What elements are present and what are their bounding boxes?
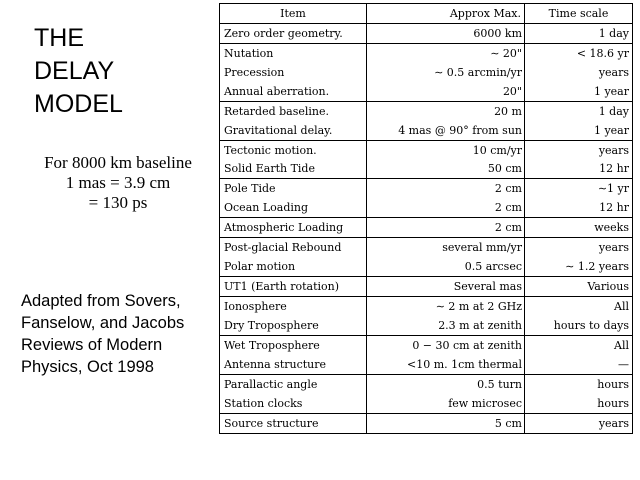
- baseline-note: [18, 153, 218, 213]
- cell-approx-max: 0.5 turn: [367, 374, 525, 393]
- reference-line: Fanselow, and Jacobs: [21, 314, 185, 332]
- baseline-line: 1 mas = 3.9 cm: [65, 173, 171, 192]
- cell-item: Dry Troposphere: [220, 316, 367, 335]
- title-line: MODEL: [34, 90, 123, 118]
- table-row: [220, 374, 633, 393]
- table-row: [220, 316, 633, 335]
- cell-approx-max: 20": [367, 82, 525, 101]
- cell-item: Ionosphere: [220, 297, 367, 316]
- cell-time-scale: —: [618, 357, 629, 371]
- cell-approx-max: ∼ 20": [367, 43, 525, 62]
- cell-item: Atmospheric Loading: [220, 218, 367, 238]
- cell-time-scale: years: [525, 413, 633, 433]
- delay-model-table: [219, 3, 633, 434]
- cell-time-scale: 1 day: [525, 101, 633, 120]
- cell-item: Solid Earth Tide: [220, 160, 367, 179]
- cell-time-scale: All: [525, 335, 633, 354]
- cell-item: Polar motion: [220, 257, 367, 276]
- cell-item: Station clocks: [220, 394, 367, 413]
- cell-item: UT1 (Earth rotation): [220, 277, 367, 297]
- cell-time-scale: hours to days: [553, 318, 629, 332]
- cell-item: Antenna structure: [220, 355, 367, 374]
- cell-time-scale: years: [525, 238, 633, 257]
- table-row: [220, 43, 633, 62]
- table-row: [220, 238, 633, 257]
- header-time-scale: Time scale: [525, 4, 633, 24]
- cell-item: Ocean Loading: [220, 198, 367, 217]
- table-row: [220, 121, 633, 140]
- reference-line: Adapted from Sovers,: [21, 292, 181, 310]
- cell-approx-max: 10 cm/yr: [367, 140, 525, 159]
- cell-approx-max: 50 cm: [367, 160, 525, 179]
- reference-line: Physics, Oct 1998: [21, 358, 154, 376]
- cell-item: Annual aberration.: [220, 82, 367, 101]
- table-row: [220, 140, 633, 159]
- cell-approx-max: <10 m. 1cm thermal: [367, 355, 525, 374]
- cell-approx-max: Several mas: [367, 277, 525, 297]
- cell-time-scale: 1 year: [593, 84, 629, 98]
- cell-approx-max: several mm/yr: [367, 238, 525, 257]
- cell-time-scale: < 18.6 yr: [525, 43, 633, 62]
- table-header-row: [220, 4, 633, 24]
- table-row: [220, 297, 633, 316]
- table-row: [220, 277, 633, 297]
- cell-approx-max: 6000 km: [367, 23, 525, 43]
- cell-approx-max: 0.5 arcsec: [367, 257, 525, 276]
- table-row: [220, 218, 633, 238]
- cell-item: Wet Troposphere: [220, 335, 367, 354]
- cell-time-scale: 1 year: [593, 123, 629, 137]
- cell-time-scale: All: [525, 297, 633, 316]
- table-body: [220, 23, 633, 433]
- table-row: [220, 257, 633, 276]
- cell-item: Tectonic motion.: [220, 140, 367, 159]
- table-row: [220, 355, 633, 374]
- cell-time-scale: hours: [525, 374, 633, 393]
- table-row: [220, 82, 633, 101]
- cell-approx-max: few microsec: [367, 394, 525, 413]
- table-row: [220, 198, 633, 217]
- cell-approx-max: 2.3 m at zenith: [367, 316, 525, 335]
- cell-approx-max: 2 cm: [367, 179, 525, 198]
- slide-title: [34, 22, 123, 121]
- cell-time-scale: hours: [597, 396, 629, 410]
- cell-time-scale: years: [598, 65, 629, 79]
- reference-note: [21, 290, 184, 378]
- cell-item: Zero order geometry.: [220, 23, 367, 43]
- cell-approx-max: 5 cm: [367, 413, 525, 433]
- reference-line: Reviews of Modern: [21, 336, 163, 354]
- cell-approx-max: 2 cm: [367, 218, 525, 238]
- cell-time-scale: 1 day: [598, 26, 629, 40]
- cell-approx-max: 4 mas @ 90° from sun: [367, 121, 525, 140]
- baseline-line: = 130 ps: [88, 193, 148, 212]
- cell-approx-max: 0 − 30 cm at zenith: [367, 335, 525, 354]
- table-row: [220, 160, 633, 179]
- cell-item: Parallactic angle: [220, 374, 367, 393]
- cell-time-scale: Various: [525, 277, 633, 297]
- cell-time-scale: ∼ 1.2 years: [565, 260, 629, 274]
- cell-time-scale: years: [525, 140, 633, 159]
- table-row: [220, 413, 633, 433]
- cell-approx-max: 2 cm: [367, 198, 525, 217]
- title-line: THE: [34, 24, 84, 52]
- table-row: [220, 23, 633, 43]
- cell-item: Precession: [220, 63, 367, 82]
- header-item: Item: [220, 4, 367, 24]
- cell-approx-max: ∼ 2 m at 2 GHz: [367, 297, 525, 316]
- cell-approx-max: 20 m: [367, 101, 525, 120]
- cell-item: Pole Tide: [220, 179, 367, 198]
- cell-item: Post-glacial Rebound: [220, 238, 367, 257]
- cell-item: Retarded baseline.: [220, 101, 367, 120]
- header-approx-max: Approx Max.: [367, 4, 525, 24]
- cell-time-scale: ∼1 yr: [525, 179, 633, 198]
- table-row: [220, 335, 633, 354]
- cell-time-scale: weeks: [525, 218, 633, 238]
- table-row: [220, 63, 633, 82]
- cell-time-scale: 12 hr: [599, 162, 629, 176]
- title-line: DELAY: [34, 57, 115, 85]
- cell-time-scale: 12 hr: [599, 201, 629, 215]
- table-row: [220, 179, 633, 198]
- table-row: [220, 394, 633, 413]
- cell-item: Gravitational delay.: [220, 121, 367, 140]
- table-row: [220, 101, 633, 120]
- cell-item: Nutation: [220, 43, 367, 62]
- cell-approx-max: ∼ 0.5 arcmin/yr: [367, 63, 525, 82]
- baseline-line: For 8000 km baseline: [44, 153, 192, 172]
- cell-item: Source structure: [220, 413, 367, 433]
